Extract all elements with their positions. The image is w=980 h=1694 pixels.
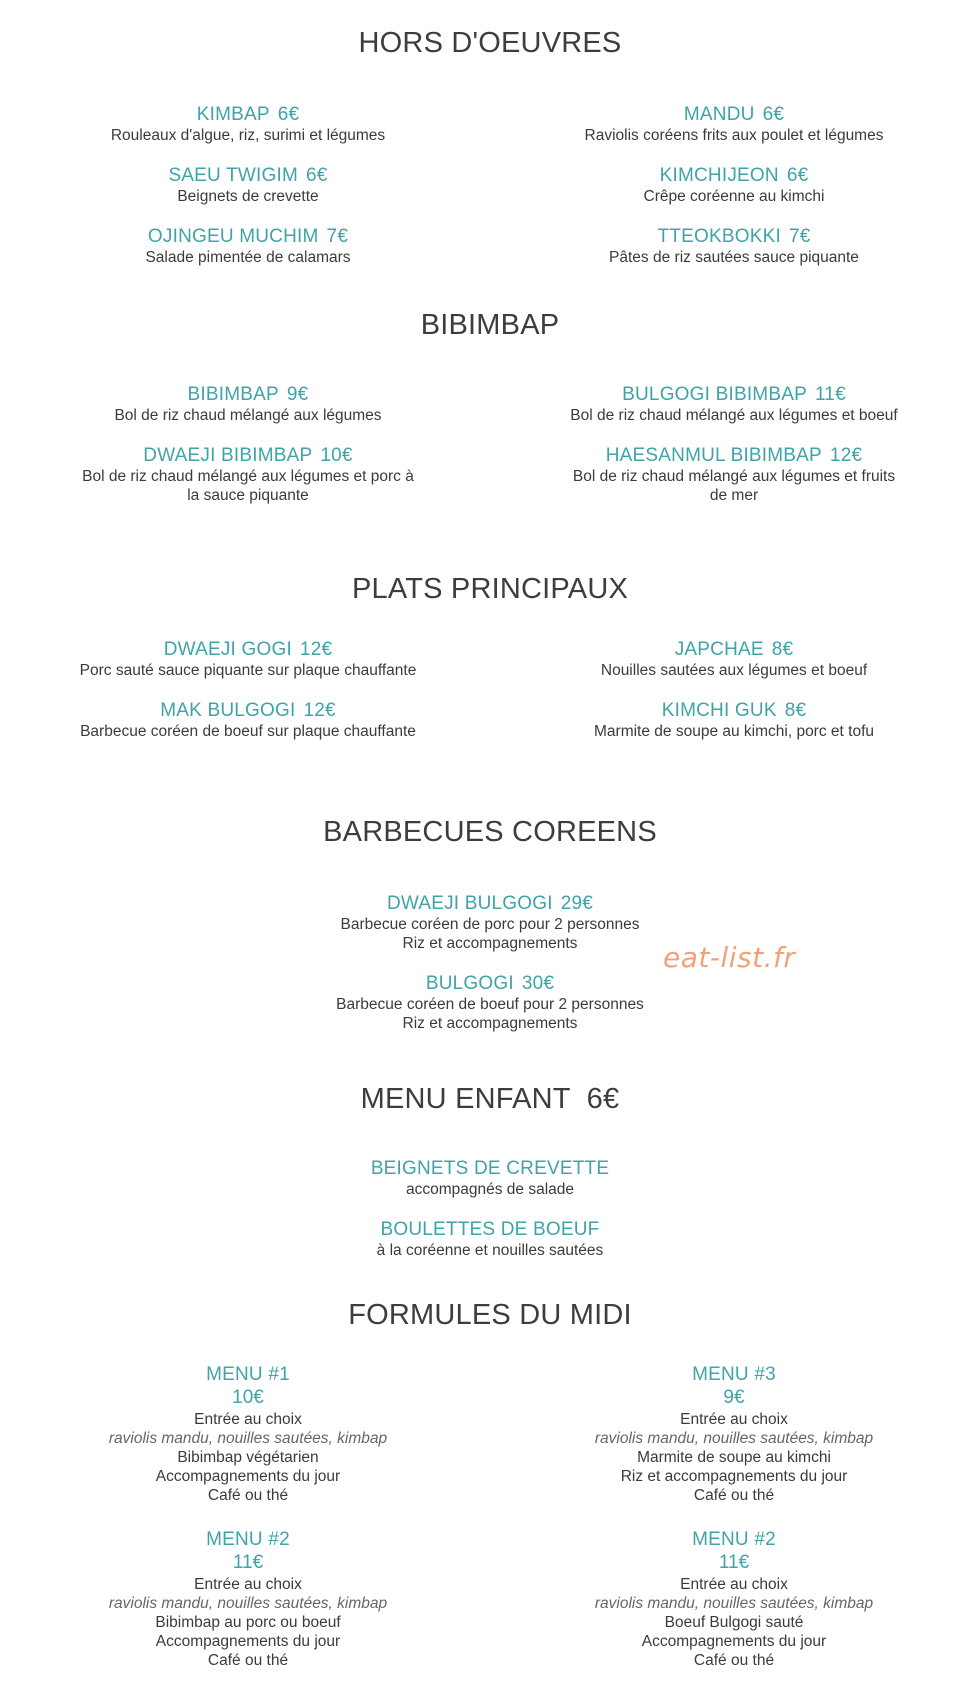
formule-line: Accompagnements du jour: [641, 1633, 827, 1650]
section-title-plats-principaux: PLATS PRINCIPAUX: [351, 573, 629, 605]
bibimbap-right-column: [564, 384, 904, 525]
item-price: 6€: [786, 165, 809, 186]
item-description: Pâtes de riz sautées sauce piquante: [609, 249, 859, 266]
formule-price: 9€: [723, 1387, 745, 1408]
item-price: 7€: [326, 226, 349, 247]
menu-item: [78, 700, 418, 741]
item-description: Rouleaux d'algue, riz, surimi et légumes: [110, 127, 386, 144]
item-price: 7€: [788, 226, 811, 247]
formule-line: raviolis mandu, nouilles sautées, kimbap: [594, 1595, 874, 1612]
item-price: 12€: [299, 639, 333, 660]
formule-line: Café ou thé: [207, 1652, 289, 1669]
item-name: KIMCHIJEON 6€: [659, 165, 809, 186]
menu-item: [78, 165, 418, 206]
section-title-formules: FORMULES DU MIDI: [348, 1299, 632, 1331]
item-name: JAPCHAE 8€: [674, 639, 794, 660]
bibimbap-left-column: [78, 384, 418, 525]
formules-left-column: [78, 1364, 418, 1694]
hors-doeuvres-right-column: [564, 104, 904, 287]
menu-item: [320, 1219, 660, 1260]
item-name: MANDU 6€: [683, 104, 785, 125]
item-name: DWAEJI BULGOGI 29€: [386, 893, 594, 914]
formule-line: Café ou thé: [693, 1487, 775, 1504]
menu-item: [78, 384, 418, 425]
formule-price: 11€: [718, 1552, 750, 1573]
formule-price: 10€: [232, 1387, 264, 1408]
item-description: Marmite de soupe au kimchi, porc et tofu: [594, 723, 874, 740]
item-price: 30€: [521, 973, 555, 994]
formule-name: MENU #3: [692, 1364, 776, 1385]
section-title-bibimbap: BIBIMBAP: [420, 309, 560, 341]
menu-item: [564, 639, 904, 680]
item-name: KIMBAP 6€: [196, 104, 300, 125]
formules-right-column: [564, 1364, 904, 1694]
formule-line: Café ou thé: [207, 1487, 289, 1504]
item-name: DWAEJI BIBIMBAP 10€: [143, 445, 353, 466]
item-price: 6€: [306, 165, 328, 186]
item-name: BULGOGI 30€: [425, 973, 555, 994]
formule-line: Entrée au choix: [194, 1576, 302, 1593]
item-description: Bol de riz chaud mélangé aux légumes: [114, 407, 382, 424]
item-description: Nouilles sautées aux légumes et boeuf: [600, 662, 868, 679]
formule-name: MENU #1: [206, 1364, 290, 1385]
menu-item: [564, 384, 904, 425]
item-price: 6€: [762, 104, 785, 125]
menu-item: [320, 973, 660, 1033]
menu-item: [320, 893, 660, 953]
item-price: 29€: [560, 893, 594, 914]
formule-card: [564, 1364, 904, 1505]
hors-doeuvres-left-column: [78, 104, 418, 287]
formule-line: Accompagnements du jour: [155, 1468, 341, 1485]
item-description: Bol de riz chaud mélangé aux légumes et boeuf: [570, 407, 898, 424]
item-name: OJINGEU MUCHIM 7€: [147, 226, 349, 247]
menu-item: [320, 1158, 660, 1199]
formule-name: MENU #2: [692, 1529, 776, 1550]
formule-line: raviolis mandu, nouilles sautées, kimbap: [108, 1430, 388, 1447]
item-name: TTEOKBOKKI 7€: [657, 226, 811, 247]
item-name: BEIGNETS DE CREVETTE: [370, 1158, 610, 1179]
item-description: Crêpe coréenne au kimchi: [643, 188, 825, 205]
item-price: 8€: [784, 700, 807, 721]
item-name: KIMCHI GUK 8€: [661, 700, 807, 721]
menu-item: [78, 226, 418, 267]
formule-name: MENU #2: [206, 1529, 290, 1550]
menu-item: [78, 639, 418, 680]
item-description: Riz et accompagnements: [402, 1015, 578, 1032]
item-name: BULGOGI BIBIMBAP 11€: [622, 384, 846, 405]
formule-line: Boeuf Bulgogi sauté: [664, 1614, 804, 1631]
formule-line: Entrée au choix: [194, 1411, 302, 1428]
menu-item: [564, 226, 904, 267]
item-price: 6€: [277, 104, 300, 125]
formule-line: raviolis mandu, nouilles sautées, kimbap: [108, 1595, 388, 1612]
formule-card: [564, 1529, 904, 1670]
plats-right-column: [564, 639, 904, 761]
item-description: Bol de riz chaud mélangé aux légumes et porc à la sauce piquante: [82, 468, 414, 504]
item-description: Beignets de crevette: [177, 188, 319, 205]
item-description: Salade pimentée de calamars: [145, 249, 351, 266]
formule-line: Riz et accompagnements du jour: [620, 1468, 848, 1485]
barbecues-column: [320, 893, 660, 1053]
item-name: BIBIMBAP 9€: [187, 384, 309, 405]
menu-enfant-column: [320, 1158, 660, 1280]
item-price: 8€: [771, 639, 794, 660]
item-price: 12€: [303, 700, 336, 721]
item-description: à la coréenne et nouilles sautées: [376, 1242, 604, 1259]
item-price: 12€: [829, 445, 863, 466]
formule-line: Bibimbap végétarien: [177, 1449, 319, 1466]
item-description: Barbecue coréen de boeuf sur plaque chauffante: [80, 723, 416, 740]
item-name: HAESANMUL BIBIMBAP 12€: [605, 445, 863, 466]
item-name: DWAEJI GOGI 12€: [163, 639, 333, 660]
formule-line: raviolis mandu, nouilles sautées, kimbap: [594, 1430, 874, 1447]
formule-line: Entrée au choix: [680, 1411, 788, 1428]
item-description: accompagnés de salade: [405, 1181, 575, 1198]
section-title-hors-doeuvres: HORS D'OEUVRES: [358, 27, 622, 59]
item-price: 9€: [286, 384, 309, 405]
item-name: MAK BULGOGI 12€: [160, 700, 336, 721]
item-description: Riz et accompagnements: [402, 935, 578, 952]
formule-line: Accompagnements du jour: [155, 1633, 341, 1650]
menu-item: [564, 445, 904, 505]
item-name: BOULETTES DE BOEUF: [380, 1219, 600, 1240]
formule-price: 11€: [232, 1552, 264, 1573]
watermark-text: eat-list.fr: [663, 941, 796, 974]
plats-left-column: [78, 639, 418, 761]
menu-item: [78, 445, 418, 505]
item-price: 10€: [320, 445, 353, 466]
menu-item: [564, 700, 904, 741]
section-title-barbecues: BARBECUES COREENS: [323, 816, 657, 848]
formule-line: Bibimbap au porc ou boeuf: [155, 1614, 341, 1631]
menu-item: [78, 104, 418, 145]
item-name: SAEU TWIGIM 6€: [168, 165, 328, 186]
formule-line: Entrée au choix: [680, 1576, 788, 1593]
formule-line: Marmite de soupe au kimchi: [637, 1449, 831, 1466]
menu-item: [564, 165, 904, 206]
item-description: Barbecue coréen de porc pour 2 personnes: [340, 916, 640, 933]
menu-item: [564, 104, 904, 145]
formule-line: Café ou thé: [693, 1652, 775, 1669]
formule-card: [78, 1529, 418, 1670]
section-title-menu-enfant: MENU ENFANT 6€: [360, 1083, 620, 1115]
item-description: Raviolis coréens frits aux poulet et légumes: [584, 127, 884, 144]
item-description: Bol de riz chaud mélangé aux légumes et fruits de mer: [572, 468, 896, 504]
item-description: Barbecue coréen de boeuf pour 2 personnes: [336, 996, 644, 1013]
item-price: 11€: [814, 384, 846, 405]
formule-card: [78, 1364, 418, 1505]
item-description: Porc sauté sauce piquante sur plaque chauffante: [79, 662, 417, 679]
